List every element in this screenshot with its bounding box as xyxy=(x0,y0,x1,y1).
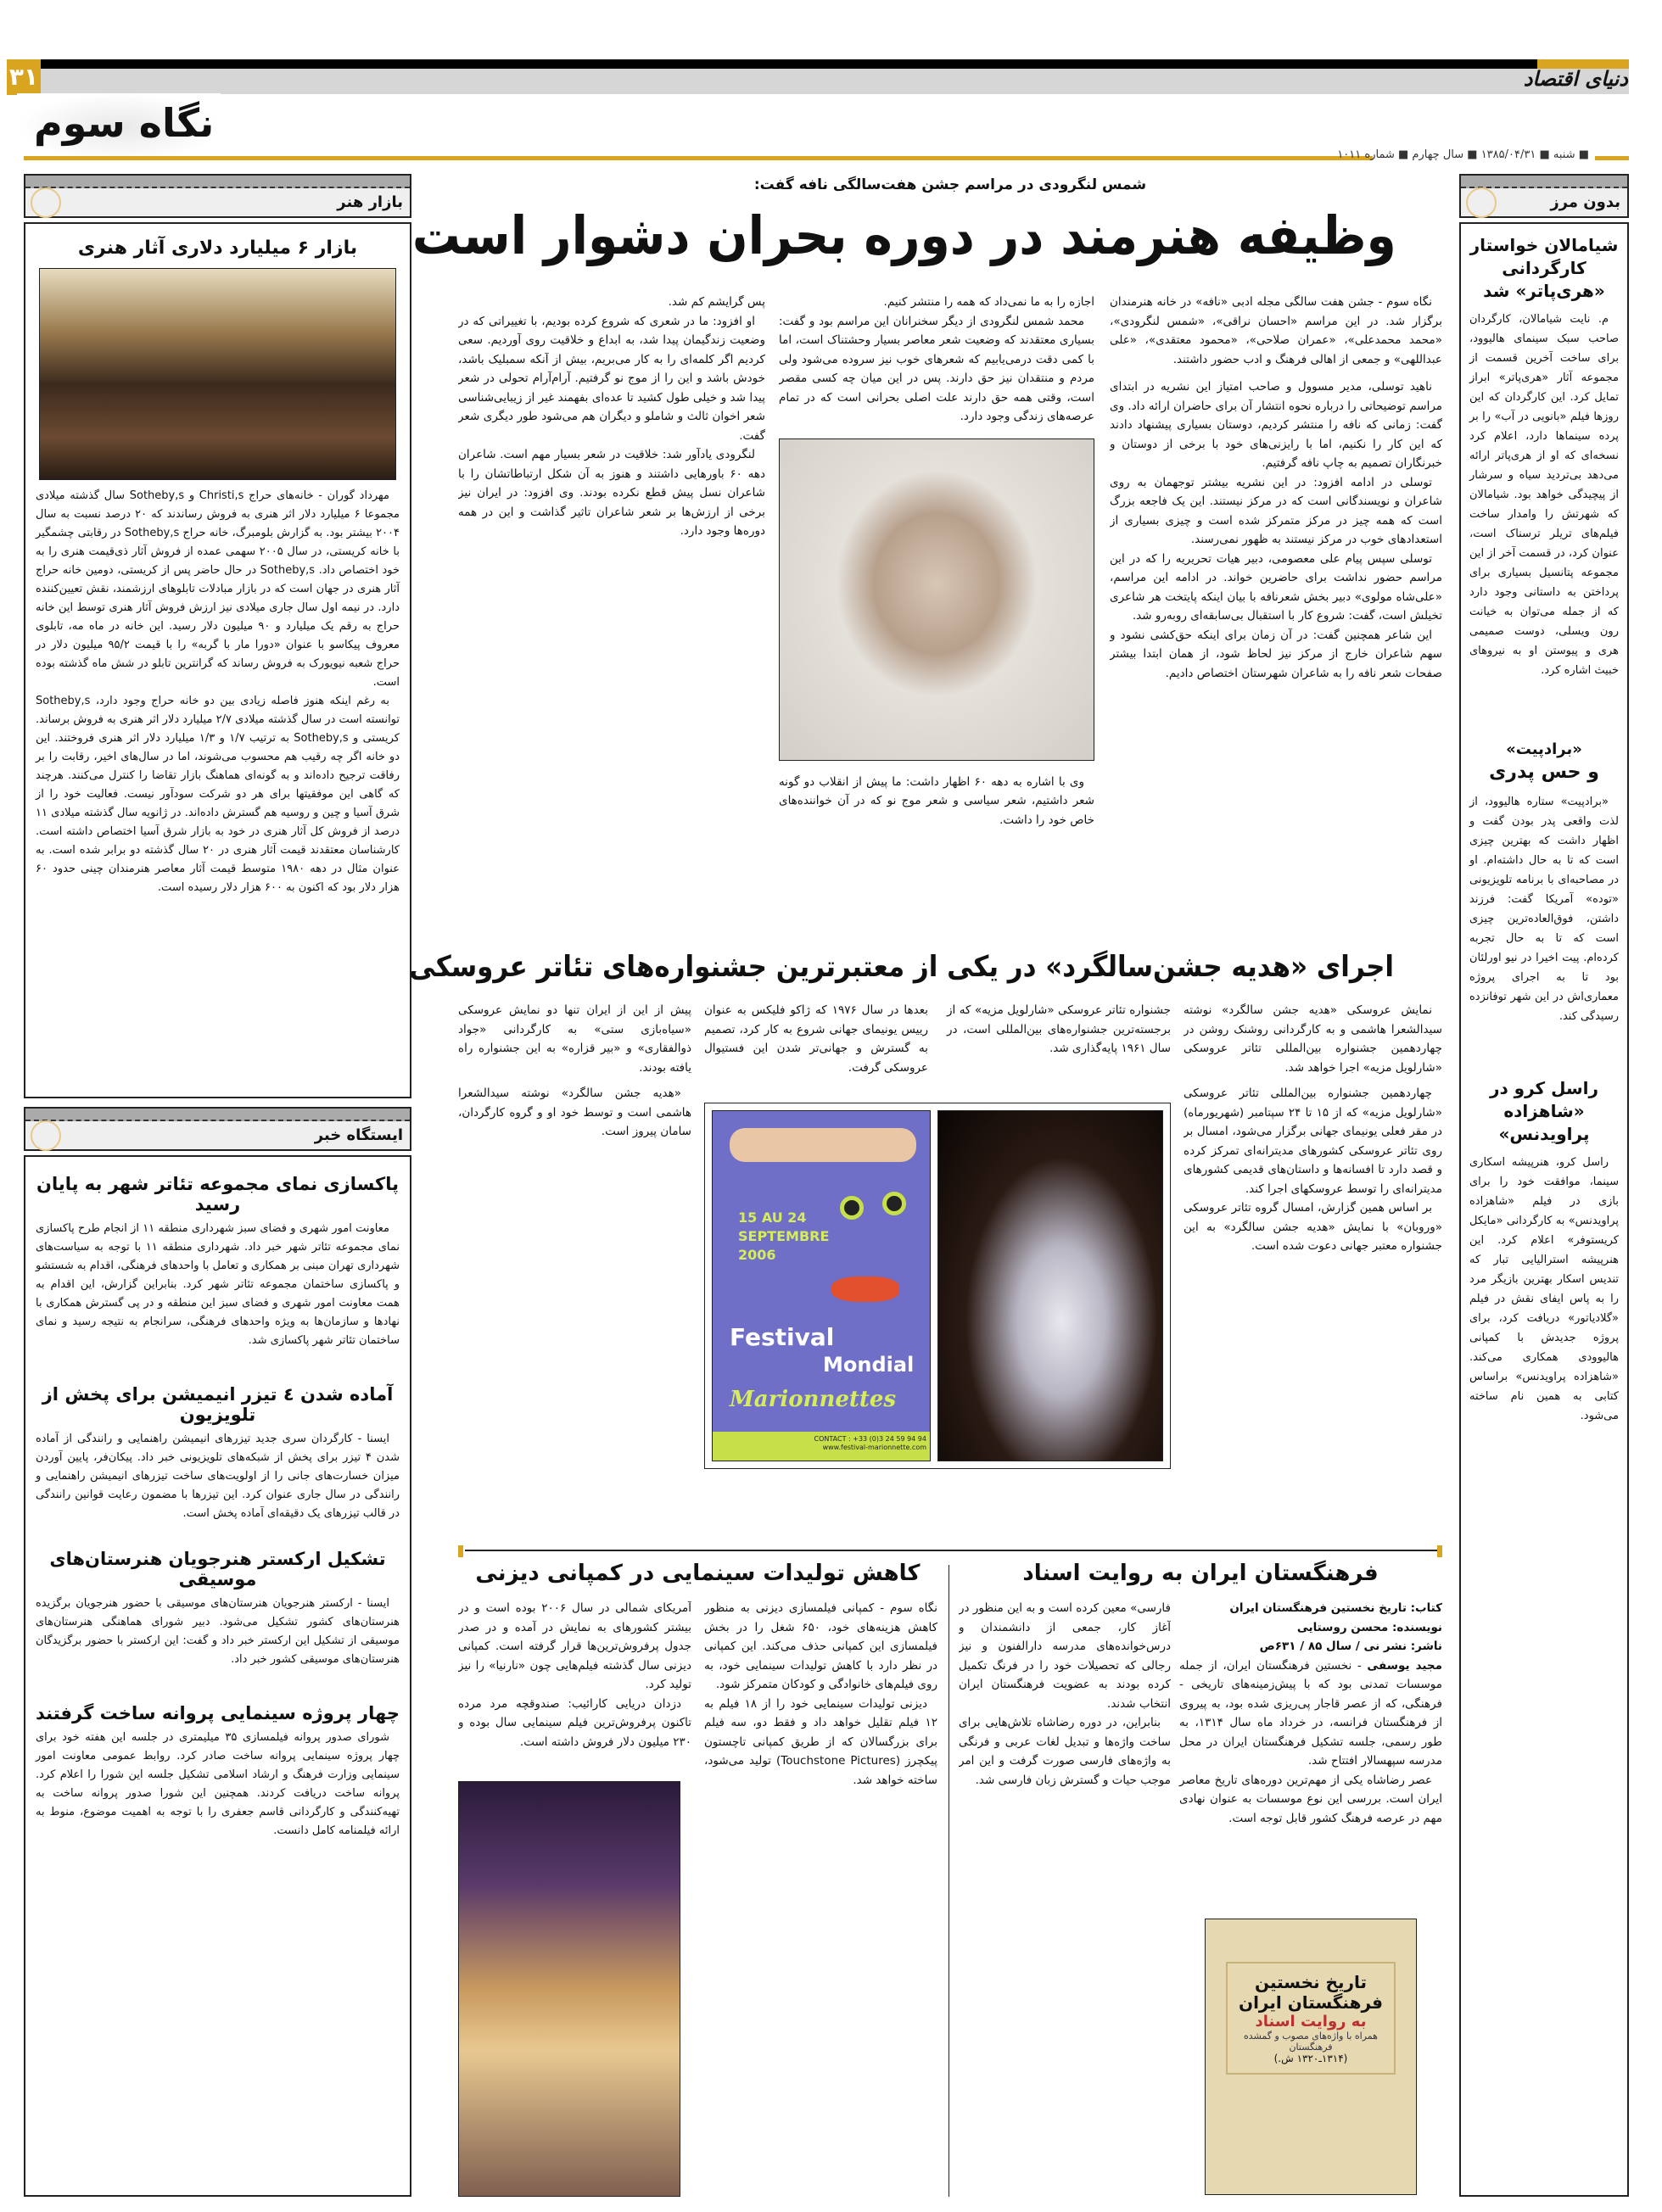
news-body: معاونت امور شهری و فضای سبز شهرداری منطقه ۱۱ از انجام طرح پاکسازی نمای مجموعه تئاتر شهر خبر داد. شهرداری منطقه ۱۱ با توجه به سیاست‌های شهرداری تهران مبنی بر همکاری و تعامل با واحدهای فرهنگی، اقدام به شستشو و پاکسازی ساختمان مجموعه تئاتر شهر کرد. بنابراین گزارش، این اقدام به همت معاونت امور شهری و فضای سبز این منطقه و در پی گسترش همکاری با نهادها و سازمان‌ها به ویژه واحدهای فرهنگی، سرانجام به نتیجه رسید و نمای ساختمان تئاتر شهر پاکسازی شد. xyxy=(36,1222,400,1347)
cover-subtitle: به روایت اسناد xyxy=(1255,2013,1367,2030)
article-paragraph: بر اساس همین گزارش، امسال گروه تئاتر عروسکی «وروبان» با نمایش «هدیه جشن سالگرد» به این جشنواره معتبر جهانی دعوت شده است. xyxy=(1184,1201,1442,1253)
gold-rule xyxy=(24,156,1373,160)
news-body: ایسنا - ارکستر هنرجویان هنرستان‌های موسیقی با حضور هنرجویان برگزیده هنرستان‌های کشور تشکیل می‌شود. دبیر شورای هماهنگی هنرستان‌های موسیقی از تشکیل این ارکستر خبر داد و گفت: این ارکستر با حضور برگزیدگان هنرستان‌های موسیقی کشور خبر داد. xyxy=(36,1597,400,1666)
gold-marker xyxy=(458,1545,463,1557)
dateline: ■ شنبه ■ ۱۳۸۵/۰۴/۳۱ ■ سال چهارم ■ شماره ۱۰۱۱ xyxy=(1337,148,1589,161)
article-kicker: شمس لنگرودی در مراسم جشن هفت‌سالگی نافه گفت: xyxy=(753,176,1147,193)
news-title[interactable]: تشکیل ارکستر هنرجویان هنرستان‌های موسیقی xyxy=(49,1549,386,1589)
article-paragraph: مهرداد گوران - خانه‌های حراج Christi,s و Sotheby,s سال گذشته میلادی مجموعا ۶ میلیارد دلار اثر هنری به فروش رساندند که ۲۰ درصد نسبت به سال ۲۰۰۴ بیشتر بود. به گزارش بلومبرگ، خانه حراج Sotheby,s در رقابتی چشمگیر با خانه کریستی، در سال ۲۰۰۵ سهمی عمده از فروش آثار ذی‌قیمت هنری را به خود اختصاص داد. Sotheby,s در حال حاضر پس از کریستی، دومین خانه حراج آثار هنری در جهان است که در بازار مبادلات تابلوهای ارزشمند، نقش تعیین‌کننده دارد. در نیمه اول سال جاری میلادی نیز ارزش فروش آثار هنری توسط این خانه حراج به رقم یک میلیارد و ۹۰ میلیون دلار رسید. این خانه در ماه مه، تابلوی معروف پیکاسو با عنوان «دورا مار با گربه» را با قیمت ۹۵/۲ میلیون دلار در حراج شعبه نیویورک به فروش رساند که گرانترین تابلو در شش ماه گذشته بوده است. xyxy=(36,489,400,689)
news-body: شورای صدور پروانه فیلمسازی ۳۵ میلیمتری در جلسه این هفته خود برای چهار پروژه سینمایی پروانه ساخت صادر کرد. روابط عمومی معاونت امور سینمایی وزارت فرهنگ و ارشاد اسلامی تشکیل جلسه این شورا را اعلام کرد. پروانه ساخت دریافت کردند. همچنین این شورا صدور پروانه ساخت به تهیه‌کنندگی و کارگردانی قاسم جعفری را با توجه به اهمیت موضوع، منوط به ارائه فیلمنامه کامل دانست. xyxy=(36,1731,400,1837)
section-header-no-borders xyxy=(1459,174,1629,218)
divider xyxy=(465,1550,1437,1551)
article-paragraph: توسلی سپس پیام علی معصومی، دبیر هیات تحریریه را که در این مراسم حضور نداشت برای حاضرین خواند. در ادامه این مراسم، «علی‌شاه مولوی» دبیر بخش شعرنافه با بیان اینکه پایتخت هر شاعری تخیلش است، گفت: شروع کار با استقبال بی‌سابقه‌ای روبه‌رو شد. xyxy=(1110,551,1442,623)
article-paragraph: ناهید توسلی، مدیر مسوول و صاحب امتیاز این نشریه در ابتدای مراسم توضیحاتی را درباره نحوه انتشار آن برای حاضران ارائه داد. وی گفت: زمانی که نافه را منتشر کردیم، دوستان بسیاری پیشنهاد دادند که این کار را نکنیم، اما با رایزنی‌های خود با برخی از دوستان و خبرنگاران تصمیم به چاپ نافه گرفتیم. xyxy=(1110,380,1442,470)
article-paragraph: وی با اشاره به دهه ۶۰ اظهار داشت: ما پیش از انقلاب دو گونه شعر داشتیم، شعر سیاسی و شعر موج نو که در آن خواننده‌های خاص خود را داشت. xyxy=(779,774,1094,827)
disney-col2 xyxy=(458,1599,691,1770)
page-number: ۳۱ xyxy=(7,59,41,95)
poster-title: Marionnettes xyxy=(730,1387,897,1412)
disney-headline: کاهش تولیدات سینمایی در کمپانی دیزنی xyxy=(475,1561,921,1586)
academy-col2 xyxy=(959,1599,1171,2197)
globe-icon xyxy=(1466,187,1497,218)
festival-poster xyxy=(712,1110,931,1461)
main-article-col1 xyxy=(1110,293,1442,937)
article-paragraph: مجید یوسفی - نخستین فرهنگستان ایران، از جمله موسسات تمدنی بود که با پیش‌زمینه‌های تاریخی - فرهنگی، که از عصر قاجار پی‌ریزی شده بود، به پیروی از فرهنگستان فرانسه، در خرداد ماه سال ۱۳۱۴، به طور رسمی، جلسه تشکیل فرهنگستان ایران در محل مدرسه سپهسالار افتتاح شد. xyxy=(1179,1658,1442,1768)
article-paragraph: آمریکای شمالی در سال ۲۰۰۶ بوده است و در بیشتر کشورهای به نمایش در آمده و در صدر جدول پرفروش‌ترین‌ها قرار گرفته است. کمپانی دیزنی سال گذشته فیلم‌هایی چون «نارنیا» را نیز تولید کرد. xyxy=(458,1601,691,1691)
gold-marker xyxy=(1437,1545,1442,1557)
section-header-news xyxy=(24,1107,411,1151)
article-art-market xyxy=(24,222,411,1098)
book-publisher: ناشر: نشر نی / سال ۸۵ / ۶۳۱ص xyxy=(1259,1639,1442,1653)
poster-footer xyxy=(713,1432,931,1461)
article-paragraph: او افزود: ما در شعری که شروع کرده بودیم، با تغییراتی که در وضعیت زندگیمان پیدا شد، به ابداع و خلاقیت روی آوردیم. سعی کردیم اگر کلمه‌ای را به کار می‌بریم، بیش از آنکه سمبلیک باشد، خودش باشد و این را از موج نو گرفتیم. آرام‌آرام تحولی در شعر پیدا شد و خیلی طول کشید تا عده‌ای بفهمند غیر از زیبایی‌شناسی شعر اخوان ثالث و شاملو و دیگران هم می‌شود طور دیگری شعر گفت. xyxy=(458,314,765,443)
globe-icon xyxy=(31,187,61,218)
disney-store-photo xyxy=(458,1781,680,2197)
puppet-headline: اجرای «هدیه جشن‌سالگرد» در یکی از معتبرترین جشنواره‌های تئاتر عروسکی xyxy=(409,950,1394,984)
auction-hall-photo xyxy=(39,268,396,480)
section-label: بازار هنر xyxy=(337,193,403,211)
section-title: نگاه سوم xyxy=(34,100,215,146)
lips-image xyxy=(831,1276,899,1302)
cover-title: تاریخ نخستین xyxy=(1254,1972,1368,1992)
article-paragraph: نگاه سوم - جشن هفت سالگی مجله ادبی «نافه» در خانه هنرمندان برگزار شد. در این مراسم «احسان نراقی»، «شمس لنگرودی»، «محمد محمدعلی»، «عمران صلاحی»، «محمود معتقدی»، «علی عبداللهی» و جمعی از اهالی فرهنگ و ادب حضور داشتند. xyxy=(1110,295,1442,366)
academy-col1 xyxy=(1179,1599,1442,1828)
news-box xyxy=(24,1155,411,2197)
main-headline: وظیفه هنرمند در دوره بحران دشوار است xyxy=(412,204,1397,266)
marionette-photo xyxy=(937,1110,1163,1461)
article-paragraph: پیش از این از ایران تنها دو نمایش عروسکی «سیاه‌بازی ستی» به کارگردانی «جواد ذوالفقاری» و «بیر قزاره» به این جشنواره راه یافته بودند. xyxy=(458,1003,691,1075)
article-paragraph: دیزنی تولیدات سینمایی خود را از ۱۸ فیلم به ۱۲ فیلم تقلیل خواهد داد و فقط دو، سه فیلم برای بزرگسالان که از طریق کمپانی تاچستون پیکچرز (Touchstone Pictures) تولید می‌شود، ساخته خواهد شد. xyxy=(704,1696,937,1787)
puppet-headline-wrap xyxy=(409,948,1442,986)
news-title[interactable]: چهار پروژه سینمایی پروانه ساخت گرفتند xyxy=(36,1703,400,1723)
main-article-col3 xyxy=(458,293,765,937)
cover-caption: همراه با واژه‌های مصوب و گمشده فرهنگستان xyxy=(1244,2030,1378,2053)
article-paragraph: اجازه را به ما نمی‌داد که همه را منتشر کنیم. xyxy=(883,295,1094,309)
main-headline-wrap xyxy=(412,202,1442,270)
article-paragraph: چهاردهمین جشنواره بین‌المللی تئاتر عروسکی «شارلویل مزیه» که از ۱۵ تا ۲۴ سپتامبر (شهریورماه) در مقر فعلی یونیمای جهانی برگزار می‌شود، امسال بر روی تئاتر عروسکی کشورهای مدیترانه‌ای تمرکز کرده و قصد دارد تا افسانه‌ها و داستان‌های قدیمی کشورهای مدیترانه‌ای را توسط عروسکهای اجرا کند. xyxy=(1184,1086,1442,1196)
academy-headline: فرهنگستان ایران به روایت اسناد xyxy=(1022,1561,1379,1586)
story-title[interactable]: راسل کرو در xyxy=(1489,1077,1599,1098)
main-article-col2 xyxy=(779,293,1094,937)
book-author: نویسنده: محسن روستایی xyxy=(1296,1620,1442,1634)
puppet-col2 xyxy=(704,1001,1171,1096)
article-paragraph: این شاعر همچنین گفت: در آن زمان برای اینکه حق‌کشی نشود و سهم شاعران خارج از مرکز نیز لحاظ شود، از همان ابتدا بیشتر صفحات شعر نافه را به شاعران شهرستان اختصاص دادیم. xyxy=(1110,628,1442,680)
portrait-photo xyxy=(779,438,1094,761)
puppet-images-frame xyxy=(704,1103,1171,1469)
article-paragraph: بعدها در سال ۱۹۷۶ که ژاکو فلیکس به عنوان رییس یونیمای جهانی شروع به کار کرد، تصمیم به گسترش و جهانی‌تر شدن این فستیوال عروسکی گرفت. xyxy=(704,1003,929,1075)
story-title[interactable]: و حس پدری xyxy=(1489,762,1599,784)
masthead-gray-band xyxy=(41,69,1629,94)
article-paragraph: نگاه سوم - کمپانی فیلمسازی دیزنی به منظور کاهش هزینه‌های خود، ۶۵۰ شغل را در بخش فیلمسازی این کمپانی حذف می‌کند. این کمپانی در نظر دارد با کاهش تولیدات سینمایی خود، به روی فیلم‌های خانوادگی و کودکان متمرکز شود. xyxy=(704,1601,937,1691)
article-paragraph: پس گرایشم کم شد. xyxy=(668,295,765,309)
globe-icon xyxy=(31,1120,61,1151)
newspaper-logo: دنیای اقتصاد xyxy=(1523,66,1628,91)
article-paragraph: جشنواره تئاتر عروسکی «شارلویل مزیه» که از برجسته‌ترین جشنواره‌های بین‌المللی است، در سال ۱۹۶۱ پایه‌گذاری شد. xyxy=(947,1003,1171,1055)
eye-icon xyxy=(882,1192,906,1215)
story-title[interactable]: شیامالان خواستار کارگردانی «هری‌پاتر» شد xyxy=(1469,235,1619,301)
news-title[interactable]: پاکسازی نمای مجموعه تئاتر شهر به پایان رسید xyxy=(36,1174,399,1215)
section-label: بدون مرز xyxy=(1550,193,1620,211)
book-cover xyxy=(1205,1919,1417,2195)
article-title: بازار ۶ میلیارد دلاری آثار هنری xyxy=(77,237,358,259)
book-title: کتاب: تاریخ نخستین فرهنگستان ایران xyxy=(1229,1601,1442,1615)
article-paragraph: عصر رضاشاه یکی از مهم‌ترین دوره‌های تاریخ معاصر ایران است. بررسی این نوع موسسات به عنوان نهادی مهم در عرصه فرهنگ کشور قابل توجه است. xyxy=(1179,1773,1442,1825)
hands-image xyxy=(730,1128,916,1162)
story-body: م. نایت شیامالان، کارگردان صاحب سبک سینمای هالیوود، برای ساخت آخرین قسمت از مجموعه آثار «هری‌پاتر» ابراز تمایل کرد. این کارگردان که این روزها فیلم «بانویی در آب» را بر پرده سینماها دارد، اعلام کرد نسخه‌ای که او از هری‌پاتر ارائه می‌دهد بی‌تردید سیاه و سرشار از پیچیدگی خواهد بود. شیامالان که شهرتش را وامدار ساخت فیلم‌های تریلر ترسناک است، عنوان کرد، در قسمت آخر از این مجموعه پتانسیل بسیاری برای پرداختن به داستانی وجود دارد که از جمله می‌توان به خیانت رون ویسلی، دوست صمیمی هری و پیوستن او به نیروهای خبیث اشاره کرد. xyxy=(1469,313,1619,677)
story-title[interactable]: «برادپیت» xyxy=(1506,740,1582,758)
story-body: «برادپیت» ستاره هالیوود، از لذت واقعی پدر بودن گفت و اظهار داشت که بهترین چیزی است که تا به حال داشته‌ام. او در مصاحبه‌ای با برنامه تلویزیونی «توده» آمریکا گفت: فرزند داشتن، فوق‌العاده‌ترین چیزی است که تا به حال تجربه کرده‌ام. پیت اخیرا در نیو اورلئان بود تا به اجرای پروژه معماری‌اش در این شهر توفانزده رسیدگی کند. xyxy=(1469,795,1619,1023)
poster-contact: CONTACT : +33 (0)3 24 59 94 94 xyxy=(814,1435,926,1443)
cover-years: (۱۳۱۴ـ۱۳۲۰ ش.) xyxy=(1273,2053,1348,2064)
article-paragraph: لنگرودی یادآور شد: خلاقیت در شعر بسیار مهم است. شاعران دهه ۶۰ باورهایی داشتند و هنوز به آن شکل ارتباطاتشان را با شاعران نسل پیش قطع نکرده بودند. وی افزود: در ایران نیز برخی از ارزش‌ها بر شعر شاعران تاثیر گذاشت و این در همه دوره‌ها وجود دارد. xyxy=(458,448,765,538)
poster-title: Festival xyxy=(730,1323,835,1351)
article-paragraph: فارسی» معین کرده است و به این منظور در آغاز کار، جمعی از دانشمندان و درس‌خوانده‌های مدرسه دارالفنون و نیز رجالی که تحصیلات خود را در فرنگ تکمیل کرده بودند به عضویت فرهنگستان ایران انتخاب شدند. xyxy=(959,1601,1171,1711)
story-body: راسل کرو، هنرپیشه اسکاری سینما، موافقت خود را برای بازی در فیلم «شاهزاده پراویدنس» به کارگردانی «مایکل کریستوفر» اعلام کرد. این هنرپیشه استرالیایی تبار که تندیس اسکار بهترین بازیگر مرد را به پاس ایفای نقش در فیلم «گلادیاتور» دریافت کرد، برای پروژه جدیدش با کمپانی هالیوودی همکاری می‌کند. «شاهزاده پراویدنس» براساس کتابی به همین نام ساخته می‌شود. xyxy=(1469,1155,1619,1422)
poster-dates: 15 AU 24 SEPTEMBRE 2006 xyxy=(738,1209,830,1263)
news-title[interactable]: آماده شدن ٤ تیزر انیمیشن برای پخش از تلویزیون xyxy=(42,1384,394,1425)
article-paragraph: محمد شمس لنگرودی از دیگر سخنرانان این مراسم بود و گفت: بسیاری معتقدند که وضعیت شعر معاصر بسیار وحشتناک است، اما با کمی دقت درمی‌یابیم که شعرهای خوب نیز سروده می‌شود ولی مردم و منتقدان نیز حق دارند. پس در این میان چه کسی مقصر است، وقتی همه حق دارند علت اصلی بحرانی است که در تمام عرصه‌های زندگی وجود دارد. xyxy=(779,314,1094,423)
article-paragraph: توسلی در ادامه افزود: در این نشریه بیشتر توجهمان به روی شاعران و نویسندگانی است که در مرکز نیستند. این یک فاجعه بزرگ است که همه چیز در مرکز متمرکز شده است و چیزی بسیاری از استعدادهای خوب در مرکز نیستند به ظهور نمی‌رسند. xyxy=(1110,475,1442,546)
poster-url: www.festival-marionnette.com xyxy=(822,1444,926,1451)
article-paragraph: به رغم اینکه هنوز فاصله زیادی بین دو خانه حراج وجود دارد، Sotheby,s توانسته است در سال گذشته میلادی ۲/۷ میلیارد دلار اثر هنری به فروش برساند. کریستی و Sotheby,s به ترتیب ۱/۷ و ۱/۳ میلیارد دلار اثر هنری فروختند. این دو خانه اگر چه رقیب هم محسوب می‌شوند، اما در سال‌های اخیر، رقابت را بر رفاقت ترجیح داده‌اند و به گونه‌ای هماهنگ بازار تقاضا را کنترل می‌کنند. هرچند که گاهی این موفقیتها برای هر دو شرکت سودآور نیست. فعالیت خود را از شرق آسیا و چین و روسیه هم گسترش داده‌اند. در ژانویه سال گذشته میلادی ۱۱ درصد از فروش کل آثار هنری در خود به بازار شرق آسیا اختصاص داشته است. کارشناسان معتقدند قیمت آثار هنری در ۲۰ سال گذشته دو برابر شده است. به عنوان مثال در دهه ۱۹۸۰ متوسط قیمت آثار معاصر هنرمندان چینی حدود ۶۰ هزار دلار بود که اکنون به ۶۰۰ هزار دلار رسیده است. xyxy=(36,694,400,894)
eye-icon xyxy=(840,1196,864,1220)
gold-rule xyxy=(1595,156,1629,160)
article-paragraph: نمایش عروسکی «هدیه جشن سالگرد» نوشته سیدالشعرا هاشمی و به کارگردانی روشنک روشن در چهاردهمین جشنواره بین‌المللی تئاتر عروسکی «شارلویل مزیه» اجرا خواهد شد. xyxy=(1184,1003,1442,1075)
article-paragraph: بنابراین، در دوره رضاشاه تلاش‌هایی برای ساخت واژه‌ها و تبدیل لغات عربی و فرنگی به واژه‌های فارسی صورت گرفت و این امر موجب حیات و گسترش زبان فارسی شد. xyxy=(959,1716,1171,1787)
puppet-col3 xyxy=(458,1001,691,1527)
disney-col1 xyxy=(704,1599,937,2197)
news-body: ایسنا - کارگردان سری جدید تیزرهای انیمیشن راهنمایی و رانندگی از آماده شدن ۴ تیزر برای پخش از شبکه‌های تلویزیونی خبر داد. پیکان‌فر، پایین آوردن میزان خسارت‌های جانی را از اولویت‌های ساخت تیزرهای انیمیشن راهنمایی و رانندگی در سال جاری عنوان کرد. این تیزرها با مضمون رعایت قوانین رانندگی در قالب تیزرهای یک دقیقه‌ای آماده پخش است. xyxy=(36,1433,400,1520)
puppet-col1 xyxy=(1184,1001,1442,1527)
section-header-art-market xyxy=(24,174,411,218)
article-paragraph: دزدان دریایی کارائیب: صندوقچه مرد مرده تاکنون پرفروش‌ترین فیلم سینمایی سال بوده و ۲۳۰ میلیون دلار فروش داشته است. xyxy=(458,1696,691,1749)
poster-title: Mondial xyxy=(823,1353,915,1377)
right-column-box xyxy=(1459,222,1629,2197)
masthead-bar xyxy=(41,59,1629,69)
article-paragraph: «هدیه جشن سالگرد» نوشته سیدالشعرا هاشمی است و توسط خود او و گروه کارگردان، سامان پیروز است. xyxy=(458,1086,691,1138)
section-label: ایستگاه خبر xyxy=(314,1126,403,1144)
story-title[interactable]: «شاهزاده پراویدنس» xyxy=(1498,1100,1590,1144)
cover-title: فرهنگستان ایران xyxy=(1239,1992,1383,2013)
